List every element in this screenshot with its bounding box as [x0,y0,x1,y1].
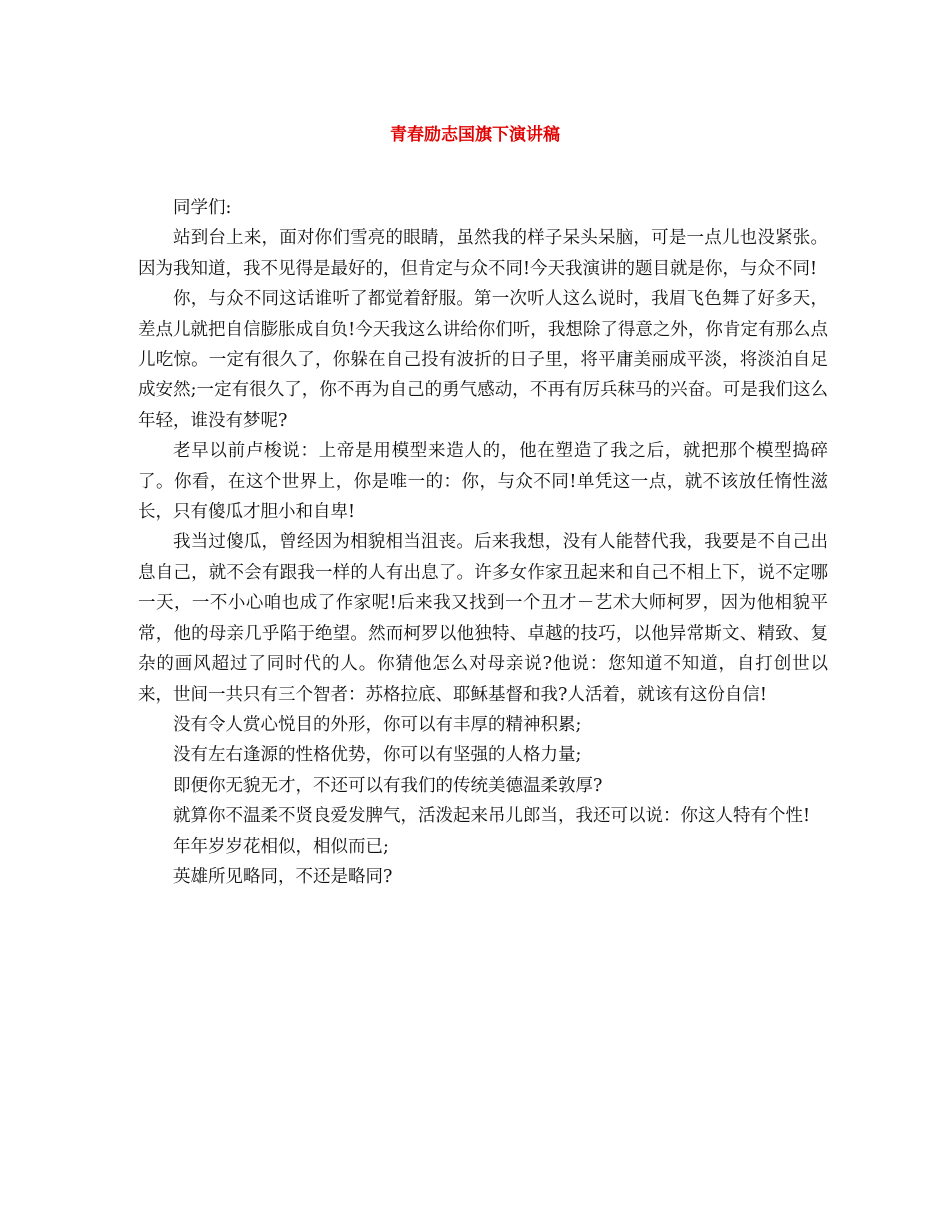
body-paragraph: 你，与众不同这话谁听了都觉着舒服。第一次听人这么说时，我眉飞色舞了好多天，差点儿就把自信膨胀成自负!今天我这么讲给你们听，我想除了得意之外，你肯定有那么点儿吃惊。一定有很久了，你躲在自己投有波折的日子里，将平庸美丽成平淡，将淡泊自足成安然;一定有很久了，你不再为自己的勇气感动，不再有厉兵秣马的兴奋。可是我们这么年轻，谁没有梦呢? [138,289,828,431]
body-paragraph: 就算你不温柔不贤良爱发脾气，活泼起来吊儿郎当，我还可以说：你这人特有个性! [173,806,811,827]
body-paragraph: 年年岁岁花相似，相似而已; [173,836,389,857]
document-title: 青春励志国旗下演讲稿 [390,125,560,145]
document-body [138,193,828,892]
body-paragraph: 没有左右逢源的性格优势，你可以有坚强的人格力量; [173,745,582,766]
body-paragraph: 老早以前卢梭说：上帝是用模型来造人的，他在塑造了我之后，就把那个模型捣碎了。你看，在这个世界上，你是唯一的：你，与众不同!单凭这一点，就不该放任惰性滋长，只有傻瓜才胆小和自卑! [138,441,828,523]
body-paragraph: 我当过傻瓜，曾经因为相貌相当沮丧。后来我想，没有人能替代我，我要是不自己出息自己，就不会有跟我一样的人有出息了。许多女作家丑起来和自己不相上下，说不定哪一天，一不小心咱也成了作家呢!后来我又找到一个丑才－艺术大师柯罗，因为他相貌平常，他的母亲几乎陷于绝望。然而柯罗以他独特、卓越的技巧，以他异常斯文、精致、复杂的画风超过了同时代的人。你猜他怎么对母亲说?他说：您知道不知道，自打创世以来，世间一共只有三个智者：苏格拉底、耶稣基督和我?人活着，就该有这份自信! [138,532,828,705]
body-paragraph: 站到台上来，面对你们雪亮的眼睛，虽然我的样子呆头呆脑，可是一点儿也没紧张。因为我知道，我不见得是最好的，但肯定与众不同!今天我演讲的题目就是你，与众不同! [138,228,828,279]
salutation-paragraph: 同学们: [173,198,232,218]
body-paragraph: 即便你无貌无才，不还可以有我们的传统美德温柔敦厚? [173,775,603,796]
body-paragraph: 没有令人赏心悦目的外形，你可以有丰厚的精神积累; [173,714,582,735]
body-paragraph: 英雄所见略同，不还是略同? [173,866,393,887]
